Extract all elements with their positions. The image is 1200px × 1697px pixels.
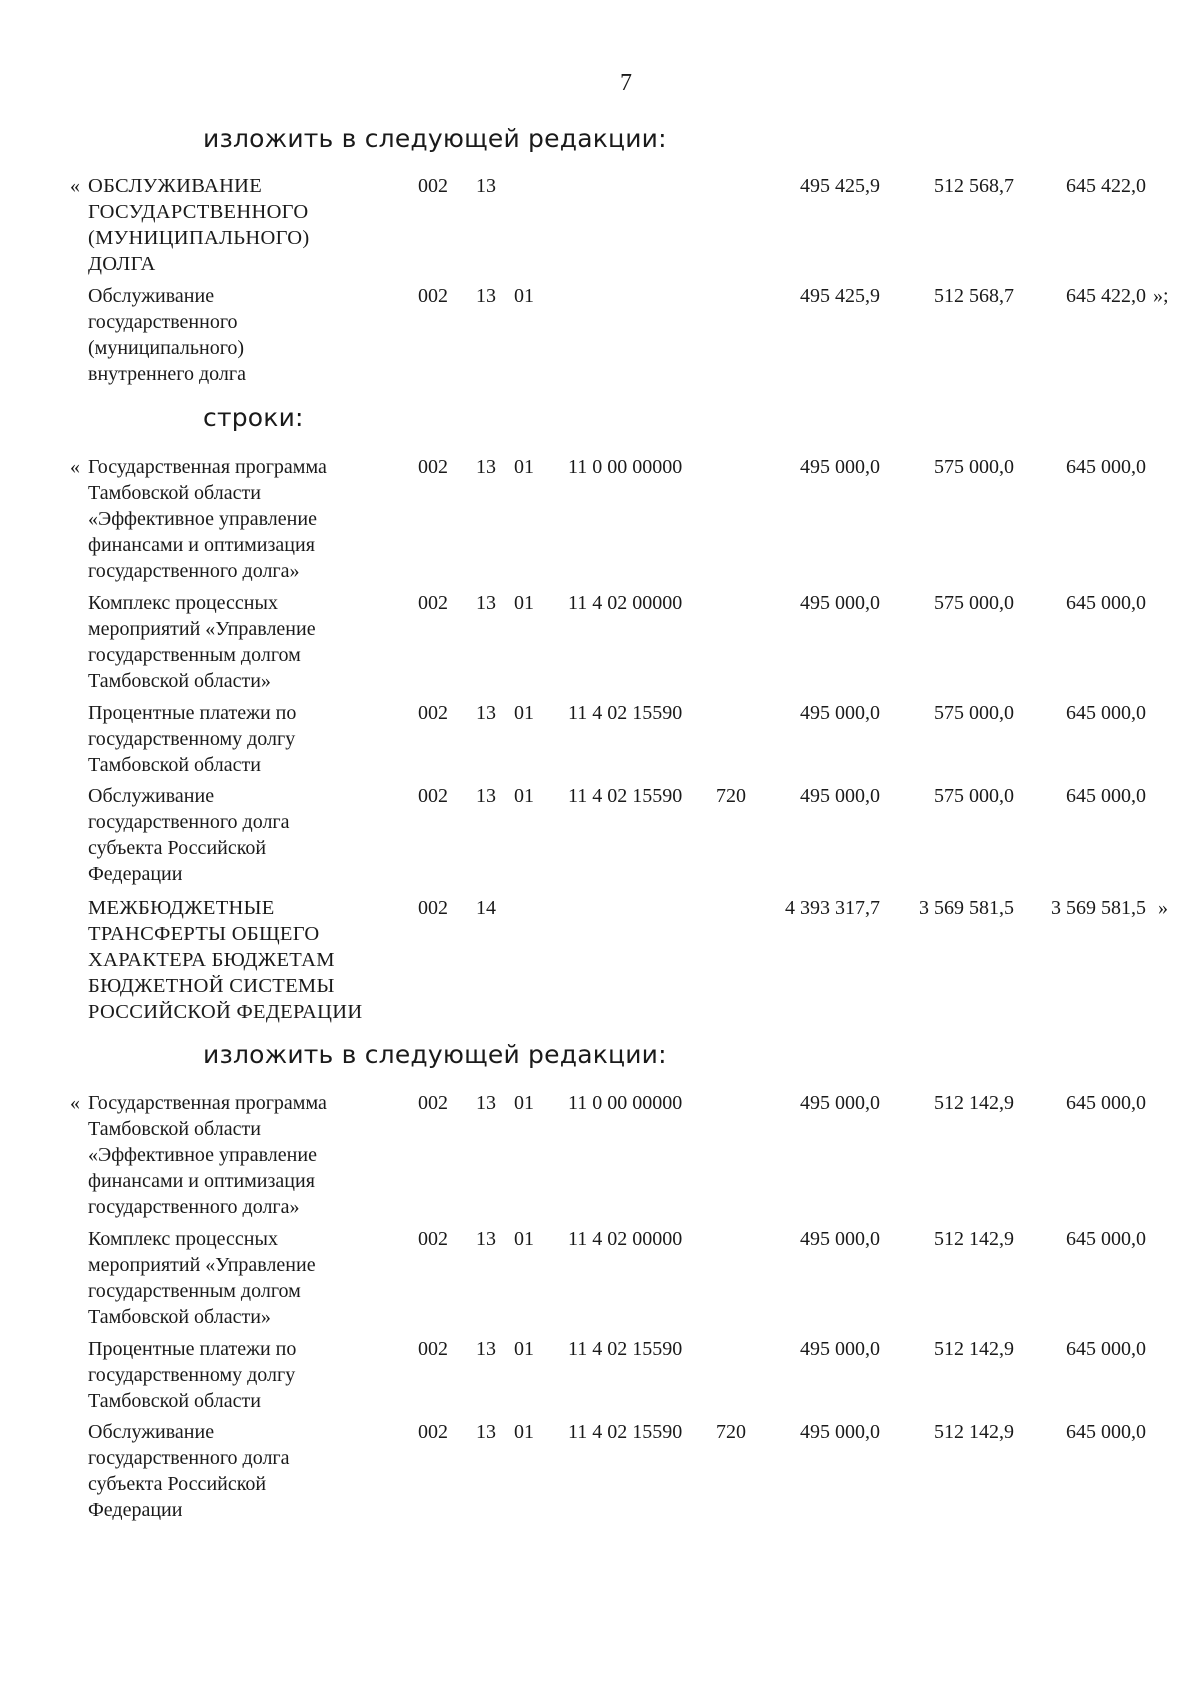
section-code: 13 xyxy=(476,592,496,614)
amount-year-3: 645 000,0 xyxy=(1066,785,1146,807)
target-article-code: 11 4 02 15590 xyxy=(568,1338,683,1360)
amount-year-2: 512 142,9 xyxy=(934,1092,1014,1114)
amount-year-3: 3 569 581,5 xyxy=(1051,897,1146,919)
row-name: Комплекс процессных мероприятий «Управление государственным долгом Тамбовской области» xyxy=(88,592,316,692)
amount-year-3: 645 000,0 xyxy=(1066,592,1146,614)
expense-type-code: 720 xyxy=(716,785,746,807)
admin-code: 002 xyxy=(418,285,448,307)
row-name: Комплекс процессных мероприятий «Управление государственным долгом Тамбовской области» xyxy=(88,1228,316,1328)
row-name: МЕЖБЮДЖЕТНЫЕ ТРАНСФЕРТЫ ОБЩЕГО ХАРАКТЕРА БЮДЖЕТАМ БЮДЖЕТНОЙ СИСТЕМЫ РОССИЙСКОЙ ФЕДЕРАЦИИ xyxy=(88,897,363,1023)
opening-quote: « xyxy=(70,1092,80,1114)
amount-year-1: 495 000,0 xyxy=(800,1228,880,1250)
amount-year-3: 645 000,0 xyxy=(1066,456,1146,478)
amount-year-2: 575 000,0 xyxy=(934,702,1014,724)
amount-year-3: 645 000,0 xyxy=(1066,1421,1146,1443)
page-number: 7 xyxy=(620,70,632,96)
admin-code: 002 xyxy=(418,175,448,197)
section-code: 13 xyxy=(476,456,496,478)
target-article-code: 11 4 02 00000 xyxy=(568,592,683,614)
opening-quote: « xyxy=(70,456,80,478)
amount-year-2: 575 000,0 xyxy=(934,592,1014,614)
amount-year-2: 512 568,7 xyxy=(934,175,1014,197)
instruction-heading: строки: xyxy=(203,403,304,432)
admin-code: 002 xyxy=(418,1338,448,1360)
subsection-code: 01 xyxy=(514,785,534,807)
amount-year-1: 495 000,0 xyxy=(800,702,880,724)
amount-year-3: 645 000,0 xyxy=(1066,1338,1146,1360)
admin-code: 002 xyxy=(418,785,448,807)
subsection-code: 01 xyxy=(514,1338,534,1360)
target-article-code: 11 0 00 00000 xyxy=(568,456,683,478)
amount-year-3: 645 000,0 xyxy=(1066,1228,1146,1250)
closing-quote: » xyxy=(1158,897,1168,919)
target-article-code: 11 0 00 00000 xyxy=(568,1092,683,1114)
section-code: 13 xyxy=(476,1228,496,1250)
row-name: Процентные платежи по государственному долгу Тамбовской области xyxy=(88,1338,297,1412)
amount-year-1: 495 000,0 xyxy=(800,785,880,807)
subsection-code: 01 xyxy=(514,456,534,478)
target-article-code: 11 4 02 15590 xyxy=(568,1421,683,1443)
target-article-code: 11 4 02 15590 xyxy=(568,702,683,724)
row-name: Обслуживание государственного долга субъекта Российской Федерации xyxy=(88,785,290,885)
amount-year-2: 575 000,0 xyxy=(934,456,1014,478)
amount-year-2: 575 000,0 xyxy=(934,785,1014,807)
subsection-code: 01 xyxy=(514,1421,534,1443)
section-code: 13 xyxy=(476,1338,496,1360)
amount-year-3: 645 000,0 xyxy=(1066,1092,1146,1114)
admin-code: 002 xyxy=(418,1228,448,1250)
subsection-code: 01 xyxy=(514,592,534,614)
admin-code: 002 xyxy=(418,1092,448,1114)
row-name: Государственная программа Тамбовской области «Эффективное управление финансами и оптимизация государственного долга» xyxy=(88,456,327,582)
amount-year-1: 495 425,9 xyxy=(800,285,880,307)
row-name: Процентные платежи по государственному долгу Тамбовской области xyxy=(88,702,297,776)
amount-year-2: 512 142,9 xyxy=(934,1338,1014,1360)
amount-year-1: 495 425,9 xyxy=(800,175,880,197)
amount-year-1: 495 000,0 xyxy=(800,1421,880,1443)
amount-year-1: 495 000,0 xyxy=(800,1092,880,1114)
expense-type-code: 720 xyxy=(716,1421,746,1443)
admin-code: 002 xyxy=(418,456,448,478)
section-code: 13 xyxy=(476,702,496,724)
section-code: 13 xyxy=(476,285,496,307)
admin-code: 002 xyxy=(418,702,448,724)
subsection-code: 01 xyxy=(514,702,534,724)
section-code: 14 xyxy=(476,897,496,919)
section-code: 13 xyxy=(476,785,496,807)
subsection-code: 01 xyxy=(514,285,534,307)
amount-year-1: 4 393 317,7 xyxy=(785,897,880,919)
amount-year-2: 512 142,9 xyxy=(934,1228,1014,1250)
section-code: 13 xyxy=(476,1092,496,1114)
target-article-code: 11 4 02 15590 xyxy=(568,785,683,807)
admin-code: 002 xyxy=(418,1421,448,1443)
closing-quote: »; xyxy=(1153,285,1169,307)
amount-year-2: 512 568,7 xyxy=(934,285,1014,307)
amount-year-2: 3 569 581,5 xyxy=(919,897,1014,919)
amount-year-1: 495 000,0 xyxy=(800,592,880,614)
row-name: Государственная программа Тамбовской области «Эффективное управление финансами и оптимизация государственного долга» xyxy=(88,1092,327,1218)
amount-year-2: 512 142,9 xyxy=(934,1421,1014,1443)
subsection-code: 01 xyxy=(514,1228,534,1250)
section-code: 13 xyxy=(476,1421,496,1443)
amount-year-3: 645 422,0 xyxy=(1066,285,1146,307)
opening-quote: « xyxy=(70,175,80,197)
amount-year-1: 495 000,0 xyxy=(800,456,880,478)
row-name: Обслуживание государственного (муниципального) внутреннего долга xyxy=(88,285,246,385)
amount-year-1: 495 000,0 xyxy=(800,1338,880,1360)
section-code: 13 xyxy=(476,175,496,197)
amount-year-3: 645 422,0 xyxy=(1066,175,1146,197)
instruction-heading: изложить в следующей редакции: xyxy=(203,1040,667,1069)
instruction-heading: изложить в следующей редакции: xyxy=(203,124,667,153)
row-name: ОБСЛУЖИВАНИЕ ГОСУДАРСТВЕННОГО (МУНИЦИПАЛЬНОГО) ДОЛГА xyxy=(88,175,310,275)
row-name: Обслуживание государственного долга субъекта Российской Федерации xyxy=(88,1421,290,1521)
admin-code: 002 xyxy=(418,592,448,614)
amount-year-3: 645 000,0 xyxy=(1066,702,1146,724)
target-article-code: 11 4 02 00000 xyxy=(568,1228,683,1250)
subsection-code: 01 xyxy=(514,1092,534,1114)
admin-code: 002 xyxy=(418,897,448,919)
